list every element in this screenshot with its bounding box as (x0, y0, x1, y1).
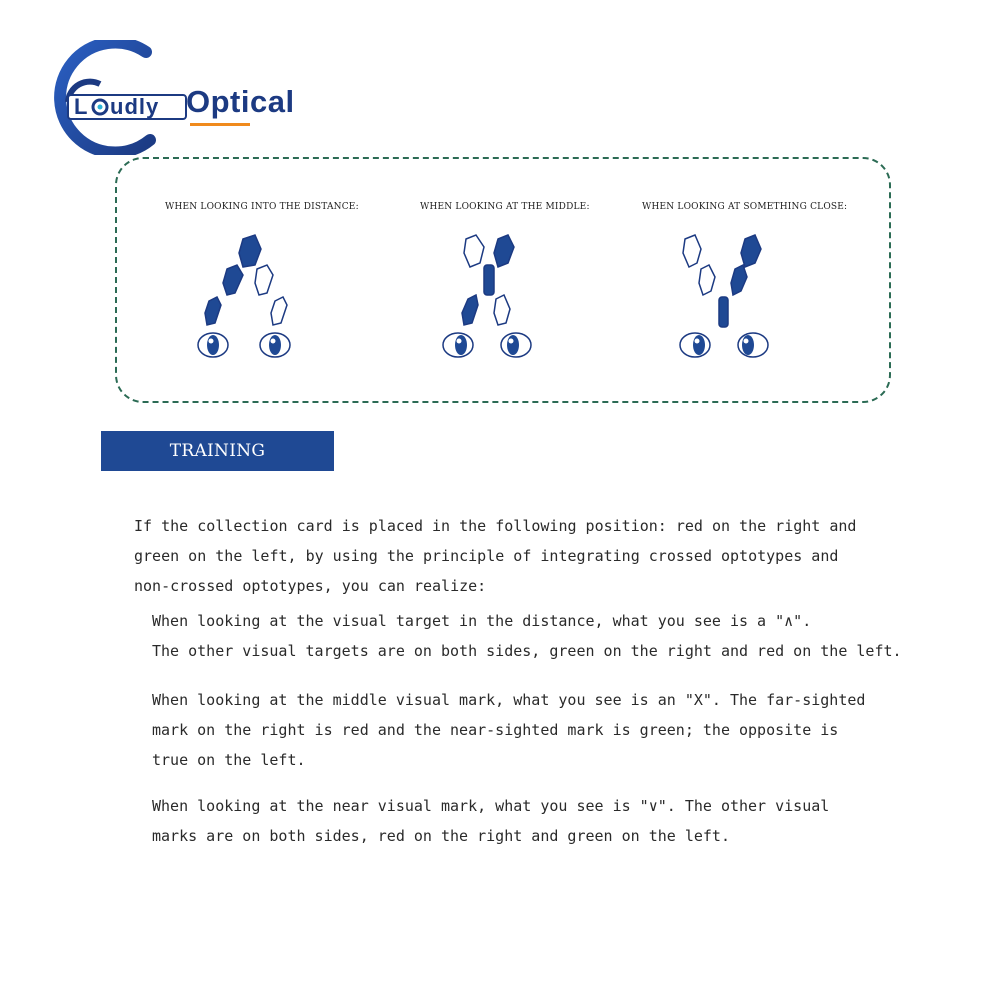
eyes-icon (198, 333, 290, 357)
mark-right-mid (255, 265, 273, 295)
svg-text:L: L (74, 94, 89, 119)
intro-line: non-crossed optotypes, you can realize: (134, 577, 487, 595)
close-diagram (665, 225, 805, 370)
mark-top-right (494, 235, 514, 267)
distance-paragraph (152, 606, 902, 666)
mark-top-left (464, 235, 484, 267)
near-paragraph (152, 791, 829, 851)
mark-low-left (462, 295, 478, 325)
eyes-icon (680, 333, 768, 357)
brand-name: Optical (186, 84, 295, 119)
mark-top (239, 235, 261, 267)
paragraph-line: mark on the right is red and the near-sighted mark is green; the opposite is (152, 721, 839, 739)
intro-line: If the collection card is placed in the following position: red on the right and (134, 517, 857, 535)
caption-middle: WHEN LOOKING AT THE MIDDLE: (420, 202, 590, 212)
mark-top-right (741, 235, 761, 267)
paragraph-line: marks are on both sides, red on the right and green on the left. (152, 827, 730, 845)
paragraph-line: When looking at the middle visual mark, what you see is an "X". The far-sighted (152, 691, 866, 709)
intro-paragraph (134, 511, 856, 601)
middle-paragraph (152, 685, 865, 775)
mark-low-right (494, 295, 510, 325)
distance-diagram (185, 225, 325, 370)
mark-top-left (683, 235, 701, 267)
eyes-icon (443, 333, 531, 357)
section-heading: TRAINING PHENOMENON (101, 431, 334, 471)
mark-mid-left (699, 265, 715, 295)
paragraph-line: When looking at the near visual mark, what you see is "∨". The other visual (152, 797, 830, 815)
middle-diagram (430, 225, 570, 370)
brand-underline (190, 123, 250, 126)
paragraph-line: The other visual targets are on both sides, green on the right and red on the left. (152, 642, 902, 660)
svg-text:udly: udly (110, 94, 160, 119)
caption-distance: WHEN LOOKING INTO THE DISTANCE: (165, 202, 359, 212)
paragraph-line: When looking at the visual target in the distance, what you see is a "∧". (152, 612, 812, 630)
mark-mid-right (731, 265, 747, 295)
intro-line: green on the left, by using the principle of integrating crossed optotypes and (134, 547, 839, 565)
caption-close: WHEN LOOKING AT SOMETHING CLOSE: (642, 202, 848, 212)
paragraph-line: true on the left. (152, 751, 306, 769)
mark-center-low (719, 297, 728, 327)
mark-left-low (205, 297, 221, 325)
mark-left-mid (223, 265, 243, 295)
mark-center (484, 265, 494, 295)
mark-right-low (271, 297, 287, 325)
